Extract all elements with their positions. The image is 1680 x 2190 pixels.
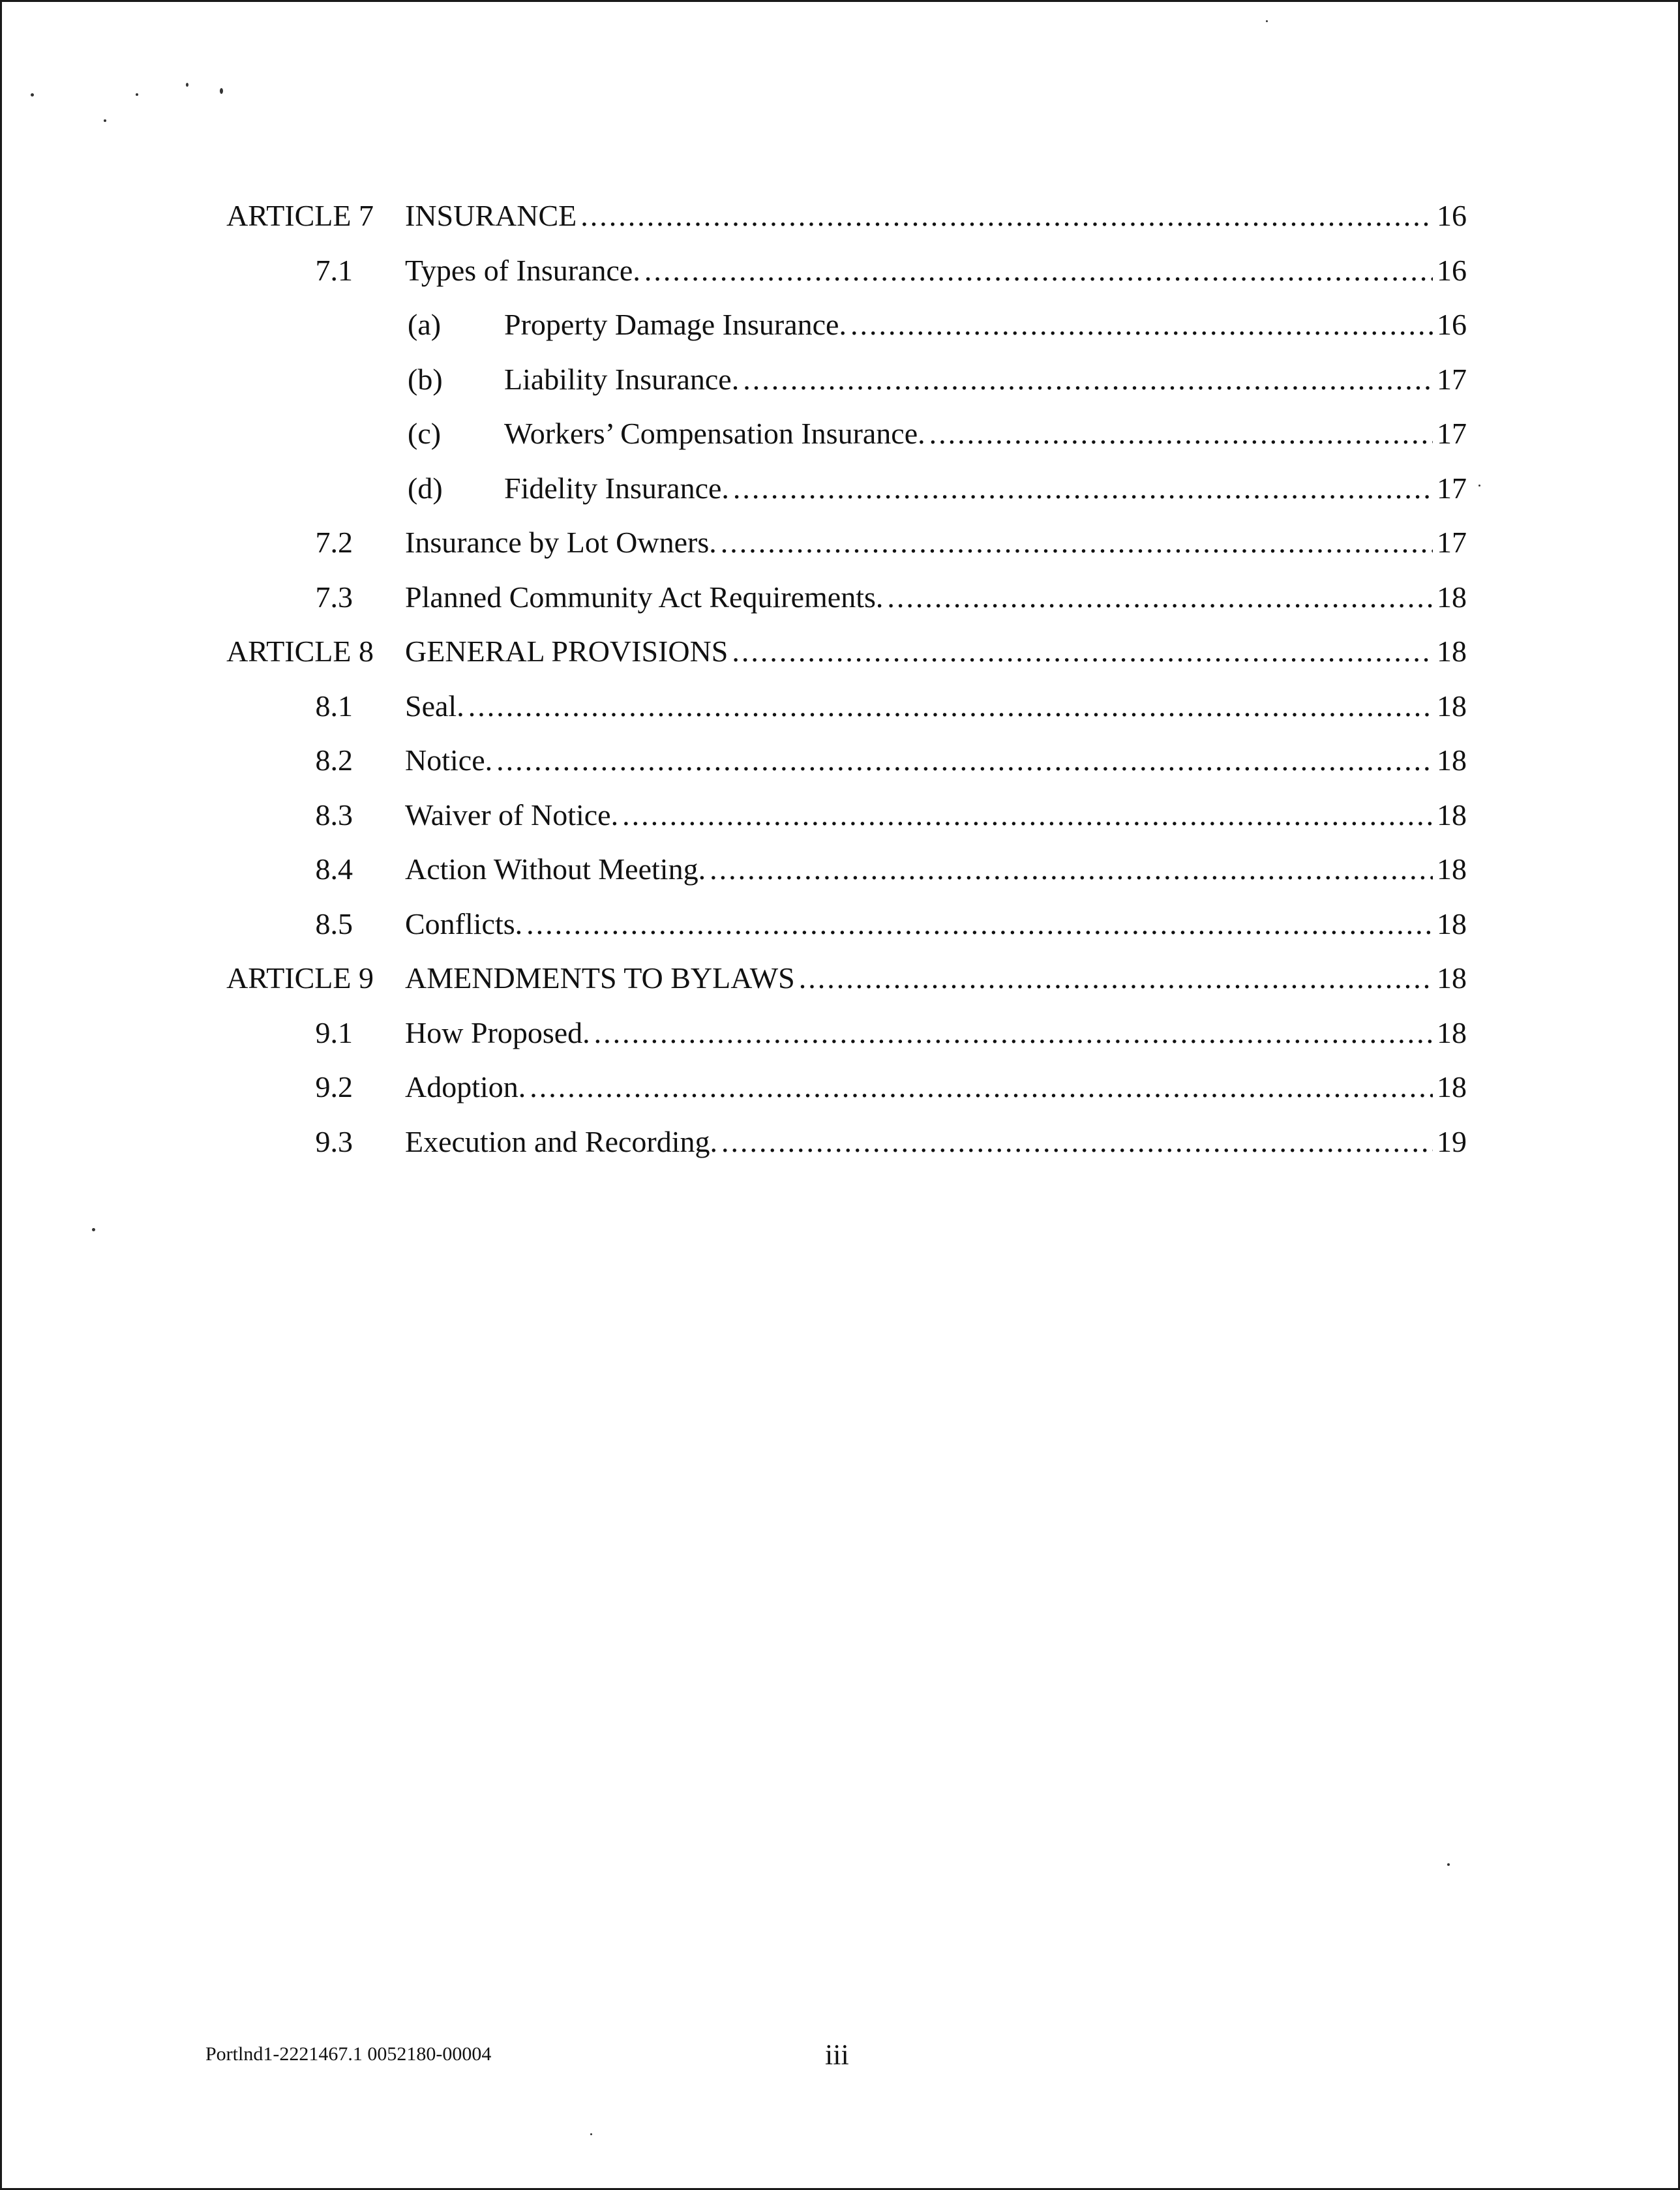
dot-leader xyxy=(526,897,1433,952)
toc-entry-title: Liability Insurance. xyxy=(504,362,740,396)
toc-section-number: 9.3 xyxy=(315,1124,353,1158)
toc-article-number: ARTICLE 7 xyxy=(226,199,374,232)
toc-row xyxy=(211,570,1467,625)
dot-leader xyxy=(799,951,1433,1006)
toc-row xyxy=(211,515,1467,570)
dot-leader xyxy=(496,733,1433,788)
toc-subsection-letter: (b) xyxy=(408,362,443,396)
toc-subsection-letter: (a) xyxy=(408,308,442,341)
dot-leader xyxy=(887,570,1433,625)
table-of-contents xyxy=(211,188,1467,1169)
toc-subsection-letter: (d) xyxy=(408,471,443,505)
scan-speck xyxy=(136,93,138,96)
toc-page-number: 17 xyxy=(1437,417,1467,450)
toc-entry-title: INSURANCE xyxy=(405,199,577,232)
toc-row xyxy=(211,243,1467,298)
toc-entry xyxy=(405,243,1467,298)
dot-leader xyxy=(468,679,1433,734)
toc-entry xyxy=(504,461,1467,516)
toc-row xyxy=(211,1115,1467,1169)
toc-entry-title: Property Damage Insurance. xyxy=(504,308,847,341)
scan-speck xyxy=(104,119,106,122)
toc-entry xyxy=(405,515,1467,570)
toc-section-number: 9.1 xyxy=(315,1015,353,1049)
toc-entry-title: Seal. xyxy=(405,689,464,723)
toc-entry xyxy=(504,297,1467,352)
footer-document-id: Portlnd1-2221467.1 0052180-00004 xyxy=(205,2043,492,2065)
toc-section-number: 7.2 xyxy=(315,526,353,559)
toc-page-number: 19 xyxy=(1437,1124,1467,1158)
toc-entry-title: Planned Community Act Requirements. xyxy=(405,580,884,614)
toc-entry-title: Workers’ Compensation Insurance. xyxy=(504,417,925,450)
toc-row xyxy=(211,951,1467,1006)
dot-leader xyxy=(721,515,1433,570)
toc-row xyxy=(211,733,1467,788)
toc-row xyxy=(211,461,1467,516)
toc-page-number: 18 xyxy=(1437,743,1467,777)
toc-row xyxy=(211,352,1467,407)
toc-page-number: 16 xyxy=(1437,308,1467,341)
toc-page-number: 18 xyxy=(1437,580,1467,614)
toc-entry-title: Conflicts. xyxy=(405,907,523,940)
scan-speck xyxy=(1266,20,1268,22)
scan-speck xyxy=(186,83,188,87)
toc-entry xyxy=(405,733,1467,788)
toc-section-number: 8.2 xyxy=(315,743,353,777)
toc-page-number: 17 xyxy=(1437,471,1467,505)
toc-entry xyxy=(405,624,1467,679)
toc-entry xyxy=(405,788,1467,843)
toc-row xyxy=(211,1006,1467,1060)
toc-row xyxy=(211,1060,1467,1115)
toc-entry-title: Adoption. xyxy=(405,1070,526,1103)
toc-entry xyxy=(405,1006,1467,1060)
toc-page-number: 18 xyxy=(1437,961,1467,995)
toc-page-number: 16 xyxy=(1437,253,1467,287)
toc-entry-title: Waiver of Notice. xyxy=(405,798,619,832)
toc-page-number: 17 xyxy=(1437,526,1467,559)
dot-leader xyxy=(710,842,1433,897)
toc-entry xyxy=(504,352,1467,407)
toc-page-number: 16 xyxy=(1437,199,1467,232)
toc-entry-title: Execution and Recording. xyxy=(405,1124,718,1158)
toc-entry-title: Insurance by Lot Owners. xyxy=(405,526,717,559)
dot-leader xyxy=(644,243,1433,298)
toc-entry-title: Fidelity Insurance. xyxy=(504,471,729,505)
toc-entry xyxy=(405,842,1467,897)
toc-entry-title: How Proposed. xyxy=(405,1015,590,1049)
scan-speck xyxy=(590,2133,592,2135)
toc-entry-title: Notice. xyxy=(405,743,493,777)
toc-article-number: ARTICLE 9 xyxy=(226,961,374,995)
toc-page-number: 18 xyxy=(1437,689,1467,723)
toc-page-number: 18 xyxy=(1437,1015,1467,1049)
dot-leader xyxy=(721,1115,1433,1169)
toc-row xyxy=(211,624,1467,679)
toc-entry xyxy=(405,1060,1467,1115)
scan-speck xyxy=(1478,485,1480,487)
dot-leader xyxy=(929,406,1433,461)
toc-row xyxy=(211,406,1467,461)
footer-page-number: iii xyxy=(825,2039,849,2071)
toc-page-number: 18 xyxy=(1437,798,1467,832)
toc-entry xyxy=(405,897,1467,952)
toc-row xyxy=(211,788,1467,843)
toc-page-number: 18 xyxy=(1437,852,1467,886)
toc-entry-title: Action Without Meeting. xyxy=(405,852,706,886)
toc-page-number: 17 xyxy=(1437,362,1467,396)
dot-leader xyxy=(622,788,1433,843)
toc-section-number: 8.3 xyxy=(315,798,353,832)
toc-entry xyxy=(504,406,1467,461)
toc-section-number: 8.4 xyxy=(315,852,353,886)
toc-entry-title: AMENDMENTS TO BYLAWS xyxy=(405,961,795,995)
toc-section-number: 7.3 xyxy=(315,580,353,614)
toc-entry-title: GENERAL PROVISIONS xyxy=(405,635,728,668)
toc-row xyxy=(211,679,1467,734)
toc-section-number: 9.2 xyxy=(315,1070,353,1103)
scan-speck xyxy=(1447,1863,1450,1866)
dot-leader xyxy=(743,352,1433,407)
toc-row xyxy=(211,188,1467,243)
toc-page-number: 18 xyxy=(1437,907,1467,940)
toc-section-number: 8.5 xyxy=(315,907,353,940)
toc-row xyxy=(211,897,1467,952)
toc-page-number: 18 xyxy=(1437,635,1467,668)
toc-entry xyxy=(405,951,1467,1006)
toc-subsection-letter: (c) xyxy=(408,417,442,450)
scan-speck xyxy=(31,93,34,97)
toc-row xyxy=(211,297,1467,352)
dot-leader xyxy=(580,188,1433,243)
dot-leader xyxy=(732,624,1433,679)
scan-speck xyxy=(92,1228,95,1231)
toc-entry xyxy=(405,1115,1467,1169)
toc-section-number: 8.1 xyxy=(315,689,353,723)
toc-section-number: 7.1 xyxy=(315,253,353,287)
dot-leader xyxy=(733,461,1433,516)
toc-page-number: 18 xyxy=(1437,1070,1467,1103)
scan-speck xyxy=(220,88,223,94)
dot-leader xyxy=(594,1006,1433,1060)
dot-leader xyxy=(530,1060,1433,1115)
toc-entry-title: Types of Insurance. xyxy=(405,253,640,287)
toc-entry xyxy=(405,679,1467,734)
toc-entry xyxy=(405,570,1467,625)
toc-entry xyxy=(405,188,1467,243)
dot-leader xyxy=(850,297,1433,352)
toc-article-number: ARTICLE 8 xyxy=(226,635,374,668)
toc-row xyxy=(211,842,1467,897)
